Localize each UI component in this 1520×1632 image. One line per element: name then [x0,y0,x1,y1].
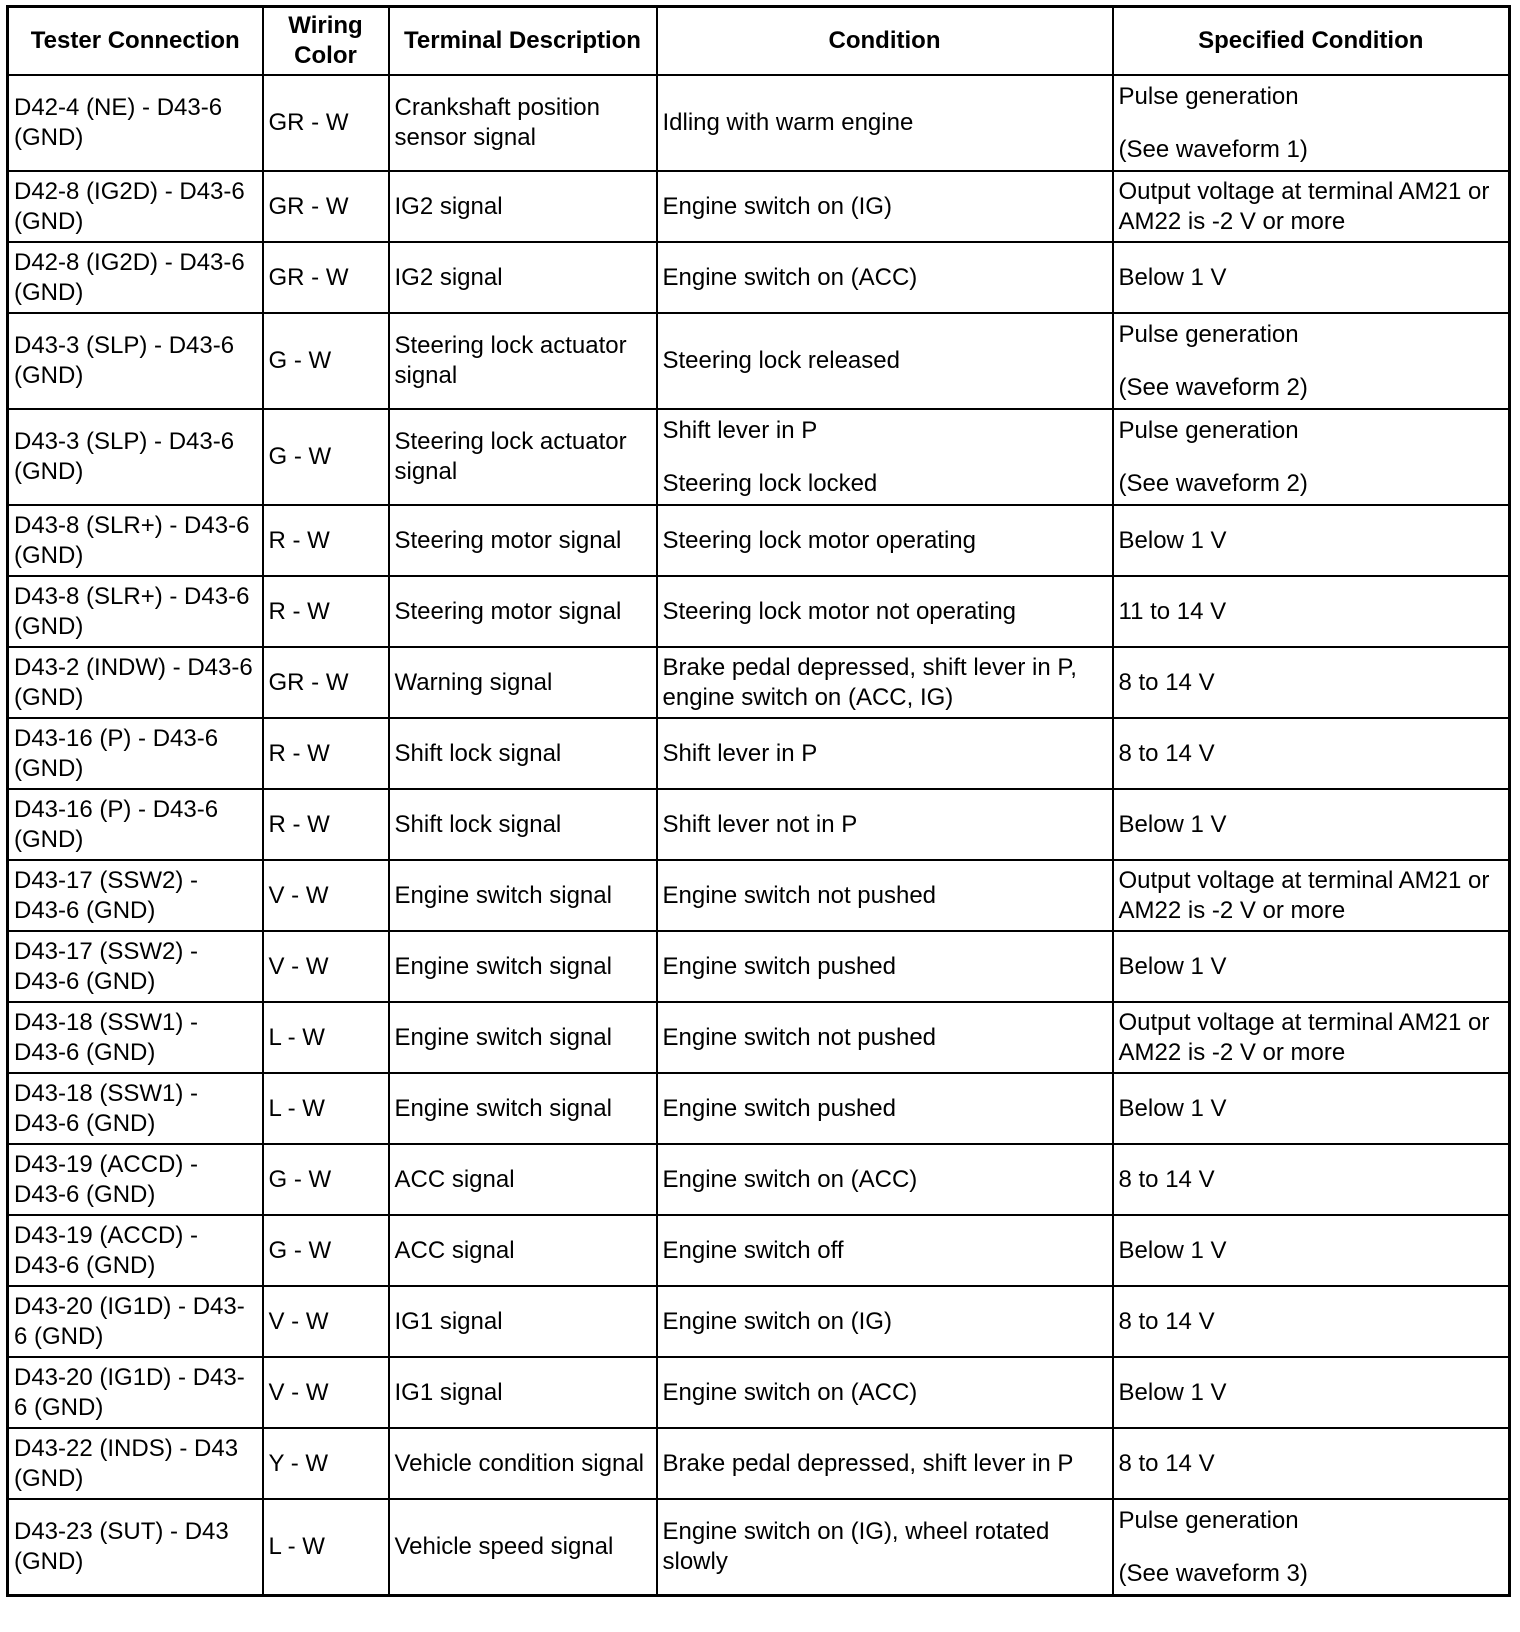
cell-terminal-description: Steering lock actuator signal [389,313,657,409]
cell-condition [657,171,1113,242]
header-condition: Condition [657,7,1113,76]
cell-specified-condition [1113,576,1510,647]
cell-condition-line: Engine switch on (ACC) [662,1165,918,1193]
cell-wiring-color: GR - W [263,647,389,718]
cell-specified-condition [1113,1073,1510,1144]
cell-tester-connection: D43-16 (P) - D43-6 (GND) [8,718,263,789]
cell-condition-line: Steering lock released [662,347,900,374]
cell-wiring-color: G - W [263,1144,389,1215]
cell-tester-connection: D43-20 (IG1D) - D43-6 (GND) [8,1357,263,1428]
table-row [8,931,1510,1002]
cell-specified-condition-line: (See waveform 2) [1118,469,1308,497]
table-row [8,647,1510,718]
cell-specified-condition [1113,1215,1510,1286]
cell-specified-condition-line: Pulse generation [1118,1506,1299,1534]
header-wiring-color: Wiring Color [263,7,389,76]
cell-condition-line: Brake pedal depressed, shift lever in P, engine switch on (ACC, IG) [662,653,1077,711]
cell-specified-condition [1113,789,1510,860]
cell-specified-condition-line: (See waveform 2) [1118,373,1308,401]
cell-condition [657,1428,1113,1499]
cell-specified-condition [1113,242,1510,313]
cell-terminal-description: Steering motor signal [389,576,657,647]
cell-condition [657,1144,1113,1215]
cell-specified-condition-line: Pulse generation [1118,320,1299,348]
cell-specified-condition [1113,505,1510,576]
cell-condition [657,576,1113,647]
cell-condition [657,1499,1113,1596]
cell-tester-connection: D43-2 (INDW) - D43-6 (GND) [8,647,263,718]
cell-condition-line: Engine switch on (IG), wheel rotated slowly [662,1518,1050,1575]
table-row [8,75,1510,171]
cell-terminal-description: Vehicle condition signal [389,1428,657,1499]
cell-tester-connection: D43-19 (ACCD) - D43-6 (GND) [8,1215,263,1286]
cell-specified-condition-line: 8 to 14 V [1118,668,1215,696]
cell-tester-connection: D43-23 (SUT) - D43 (GND) [8,1499,263,1596]
cell-terminal-description: IG2 signal [389,242,657,313]
cell-terminal-description: Shift lock signal [389,718,657,789]
cell-condition-line: Engine switch on (IG) [662,1307,892,1335]
cell-wiring-color: V - W [263,1286,389,1357]
cell-condition-line: Engine switch on (ACC) [662,263,918,291]
table-row [8,860,1510,931]
cell-terminal-description: Engine switch signal [389,931,657,1002]
cell-condition [657,1286,1113,1357]
cell-wiring-color: L - W [263,1002,389,1073]
cell-specified-condition-line: (See waveform 3) [1118,1559,1308,1587]
table-row [8,505,1510,576]
cell-specified-condition-line: Output voltage at terminal AM21 or AM22 is -2 V or more [1118,1008,1490,1066]
cell-condition [657,1002,1113,1073]
cell-specified-condition-line: 8 to 14 V [1118,739,1215,767]
cell-specified-condition-line: Output voltage at terminal AM21 or AM22 is -2 V or more [1118,866,1490,924]
cell-condition-line: Engine switch not pushed [662,881,937,909]
cell-specified-condition-line: Below 1 V [1118,1236,1227,1264]
table-row [8,1428,1510,1499]
cell-specified-condition [1113,171,1510,242]
cell-terminal-description: IG1 signal [389,1286,657,1357]
terminal-spec-table [6,5,1511,1597]
cell-terminal-description: Warning signal [389,647,657,718]
cell-specified-condition [1113,860,1510,931]
table-row [8,718,1510,789]
cell-wiring-color: G - W [263,313,389,409]
table-row [8,1286,1510,1357]
table-row [8,409,1510,505]
cell-condition [657,860,1113,931]
cell-wiring-color: R - W [263,505,389,576]
cell-tester-connection: D43-20 (IG1D) - D43-6 (GND) [8,1286,263,1357]
table-row [8,1002,1510,1073]
cell-condition [657,718,1113,789]
table-row [8,1357,1510,1428]
cell-terminal-description: Engine switch signal [389,860,657,931]
table-row [8,171,1510,242]
cell-condition-line: Engine switch pushed [662,952,896,980]
cell-wiring-color: V - W [263,860,389,931]
cell-condition-line: Shift lever not in P [662,810,858,838]
cell-condition [657,931,1113,1002]
cell-specified-condition-line: Below 1 V [1118,952,1227,980]
cell-specified-condition-line: Output voltage at terminal AM21 or AM22 is -2 V or more [1118,177,1490,235]
cell-tester-connection: D43-8 (SLR+) - D43-6 (GND) [8,505,263,576]
cell-specified-condition [1113,718,1510,789]
cell-condition [657,1215,1113,1286]
cell-specified-condition [1113,931,1510,1002]
cell-specified-condition-line: Below 1 V [1118,1378,1227,1406]
cell-specified-condition [1113,1002,1510,1073]
cell-condition [657,313,1113,409]
cell-condition-line: Steering lock motor operating [662,526,976,554]
cell-terminal-description: Engine switch signal [389,1073,657,1144]
cell-condition-line: Shift lever in P [662,739,818,767]
cell-terminal-description: Vehicle speed signal [389,1499,657,1596]
cell-wiring-color: GR - W [263,75,389,171]
cell-terminal-description: Steering motor signal [389,505,657,576]
cell-condition-line: Steering lock motor not operating [662,597,1017,625]
cell-tester-connection: D43-8 (SLR+) - D43-6 (GND) [8,576,263,647]
cell-wiring-color: G - W [263,409,389,505]
cell-condition [657,1357,1113,1428]
cell-specified-condition-line: Pulse generation [1118,416,1299,444]
cell-wiring-color: GR - W [263,171,389,242]
cell-condition-line: Shift lever in P [662,416,818,444]
cell-specified-condition-line: 8 to 14 V [1118,1165,1215,1193]
cell-condition-line: Engine switch off [662,1236,844,1264]
cell-condition [657,75,1113,171]
cell-specified-condition-line: 8 to 14 V [1118,1307,1215,1335]
cell-tester-connection: D43-17 (SSW2) - D43-6 (GND) [8,931,263,1002]
cell-condition-line: Engine switch on (ACC) [662,1378,918,1406]
cell-specified-condition [1113,1499,1510,1596]
cell-terminal-description: Crankshaft position sensor signal [389,75,657,171]
cell-specified-condition [1113,313,1510,409]
cell-specified-condition-line: 11 to 14 V [1118,597,1227,625]
cell-specified-condition [1113,647,1510,718]
table-row [8,313,1510,409]
cell-tester-connection: D43-16 (P) - D43-6 (GND) [8,789,263,860]
cell-wiring-color: GR - W [263,242,389,313]
cell-condition [657,647,1113,718]
cell-terminal-description: Engine switch signal [389,1002,657,1073]
header-specified-condition: Specified Condition [1113,7,1510,76]
cell-condition [657,409,1113,505]
table-row [8,1215,1510,1286]
cell-tester-connection: D43-3 (SLP) - D43-6 (GND) [8,409,263,505]
cell-terminal-description: Steering lock actuator signal [389,409,657,505]
cell-specified-condition-line: 8 to 14 V [1118,1449,1215,1477]
table-row [8,1073,1510,1144]
table-row [8,242,1510,313]
cell-wiring-color: R - W [263,718,389,789]
header-row [8,7,1510,76]
cell-tester-connection: D43-3 (SLP) - D43-6 (GND) [8,313,263,409]
cell-condition-line: Engine switch on (IG) [662,192,892,220]
cell-tester-connection: D42-8 (IG2D) - D43-6 (GND) [8,171,263,242]
cell-wiring-color: L - W [263,1499,389,1596]
table-row [8,576,1510,647]
cell-wiring-color: R - W [263,576,389,647]
cell-tester-connection: D43-18 (SSW1) - D43-6 (GND) [8,1073,263,1144]
table-row [8,1499,1510,1596]
cell-tester-connection: D43-17 (SSW2) - D43-6 (GND) [8,860,263,931]
cell-wiring-color: L - W [263,1073,389,1144]
table-row [8,1144,1510,1215]
cell-specified-condition [1113,1144,1510,1215]
header-tester-connection: Tester Connection [8,7,263,76]
cell-specified-condition-line: Pulse generation [1118,82,1299,110]
cell-tester-connection: D42-8 (IG2D) - D43-6 (GND) [8,242,263,313]
cell-wiring-color: V - W [263,931,389,1002]
cell-condition [657,505,1113,576]
cell-terminal-description: IG1 signal [389,1357,657,1428]
cell-terminal-description: IG2 signal [389,171,657,242]
cell-specified-condition-line: (See waveform 1) [1118,135,1308,163]
table-body [8,75,1510,1596]
cell-condition-line: Engine switch not pushed [662,1023,937,1051]
header-terminal-description: Terminal Description [389,7,657,76]
cell-specified-condition-line: Below 1 V [1118,1094,1227,1122]
cell-tester-connection: D43-22 (INDS) - D43 (GND) [8,1428,263,1499]
table-row [8,789,1510,860]
cell-wiring-color: V - W [263,1357,389,1428]
cell-tester-connection: D42-4 (NE) - D43-6 (GND) [8,75,263,171]
cell-specified-condition [1113,409,1510,505]
cell-wiring-color: G - W [263,1215,389,1286]
cell-specified-condition-line: Below 1 V [1118,810,1227,838]
cell-condition [657,789,1113,860]
cell-condition-line: Brake pedal depressed, shift lever in P [662,1449,1074,1477]
cell-tester-connection: D43-19 (ACCD) - D43-6 (GND) [8,1144,263,1215]
cell-terminal-description: ACC signal [389,1215,657,1286]
cell-terminal-description: Shift lock signal [389,789,657,860]
cell-condition-line: Idling with warm engine [662,109,914,136]
cell-wiring-color: R - W [263,789,389,860]
cell-tester-connection: D43-18 (SSW1) - D43-6 (GND) [8,1002,263,1073]
cell-specified-condition [1113,1357,1510,1428]
cell-condition [657,1073,1113,1144]
cell-specified-condition-line: Below 1 V [1118,263,1227,291]
cell-specified-condition-line: Below 1 V [1118,526,1227,554]
cell-condition-line: Engine switch pushed [662,1094,896,1122]
cell-specified-condition [1113,1428,1510,1499]
cell-terminal-description: ACC signal [389,1144,657,1215]
cell-condition [657,242,1113,313]
cell-specified-condition [1113,75,1510,171]
cell-wiring-color: Y - W [263,1428,389,1499]
cell-condition-line: Steering lock locked [662,469,878,497]
cell-specified-condition [1113,1286,1510,1357]
